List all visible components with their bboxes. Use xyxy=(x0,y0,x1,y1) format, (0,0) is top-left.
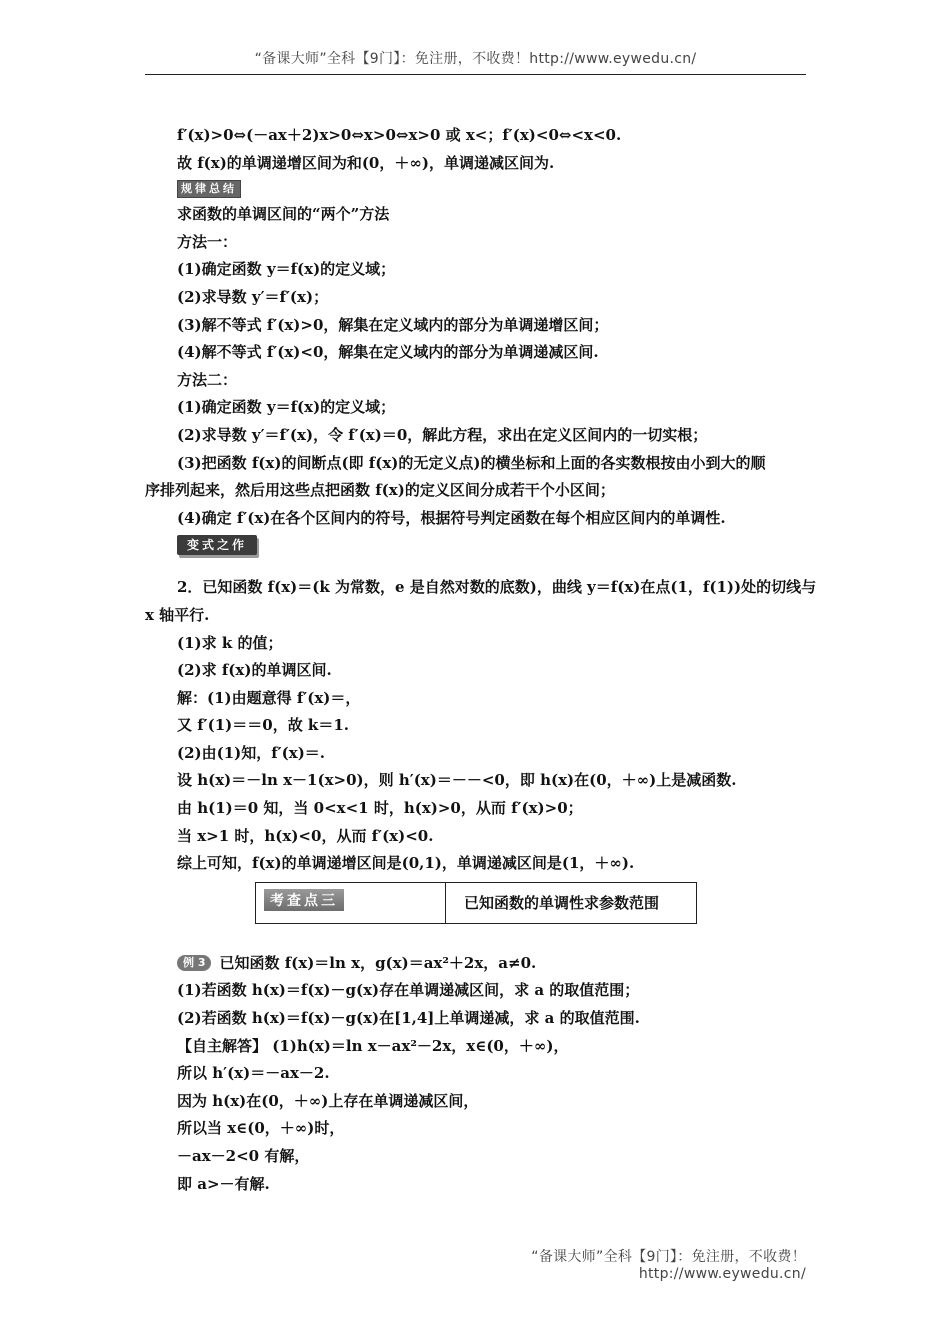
exam-point-title: 已知函数的单调性求参数范围 xyxy=(464,894,660,913)
exam-point-badge-cell xyxy=(256,883,446,923)
text-line: 方法一： xyxy=(177,232,238,251)
solution-line: 因为 h(x)在(0，＋∞)上存在单调递减区间， xyxy=(177,1091,479,1110)
solution-line: －ax－2<0 有解， xyxy=(177,1147,310,1165)
example-question-text: 已知函数 f(x)＝ln x，g(x)＝ax²＋2x，a≠0. xyxy=(219,953,537,972)
question-line: 2．已知函数 f(x)＝(k 为常数，e 是自然对数的底数)，曲线 y＝f(x)在点(1，f(1))处的切线与 xyxy=(177,578,817,597)
variant-badge-wrap xyxy=(177,534,807,560)
question-line: (1)若函数 h(x)＝f(x)－g(x)存在单调递减区间，求 a 的取值范围； xyxy=(177,981,640,1000)
text-line: 方法二： xyxy=(177,370,238,389)
solution-line: 综上可知，f(x)的单调递增区间是(0,1)，单调递减区间是(1，＋∞). xyxy=(177,854,635,873)
text-line: (1)确定函数 y＝f(x)的定义域； xyxy=(177,260,396,279)
example-badge: 例 3 xyxy=(177,955,211,971)
solution-line: 设 h(x)＝－ln x－1(x>0)，则 h′(x)＝－－<0，即 h(x)在(0，＋∞)上是减函数. xyxy=(177,771,737,790)
text-line: f′(x)>0⇔(－ax＋2)x>0⇔x>0⇔x>0 或 x<；f′(x)<0⇔<x<0. xyxy=(177,126,622,144)
question-line: (2)求 f(x)的单调区间. xyxy=(177,661,332,680)
page-header: “备课大师”全科【9门】：免注册，不收费！http://www.eywedu.cn/ xyxy=(145,48,806,75)
question-line: (2)若函数 h(x)＝f(x)－g(x)在[1,4]上单调递减，求 a 的取值范围. xyxy=(177,1009,640,1028)
page-footer: “备课大师”全科【9门】：免注册，不收费！http://www.eywedu.cn/ xyxy=(531,1249,806,1282)
exam-point-badge: 考查点三 xyxy=(264,889,344,911)
example-section xyxy=(145,950,807,1198)
solution-line: 当 x>1 时，h(x)<0，从而 f′(x)<0. xyxy=(177,826,434,845)
solution-line: 所以 h′(x)＝－ax－2. xyxy=(177,1064,330,1083)
text-line: (4)解不等式 f′(x)<0，解集在定义域内的部分为单调递减区间. xyxy=(177,343,599,362)
variant-badge: 变式之作 xyxy=(177,535,257,555)
text-line: (2)求导数 y′＝f′(x)，令 f′(x)＝0，解此方程，求出在定义区间内的一切实根； xyxy=(177,425,708,444)
section-title: 求函数的单调区间的“两个”方法 xyxy=(177,205,390,224)
exam-point-box xyxy=(255,882,697,924)
solution-line: 【自主解答】 (1)h(x)＝ln x－ax²－2x，x∈(0，＋∞)， xyxy=(177,1036,569,1055)
solution-line: 即 a>－有解. xyxy=(177,1174,270,1193)
text-line: (1)确定函数 y＝f(x)的定义域； xyxy=(177,398,396,417)
rule-summary-badge: 规律总结 xyxy=(177,180,241,198)
solution-line: (2)由(1)知，f′(x)＝. xyxy=(177,743,326,762)
text-line: (2)求导数 y′＝f′(x)； xyxy=(177,287,329,306)
text-line: (3)解不等式 f′(x)>0，解集在定义域内的部分为单调递增区间； xyxy=(177,315,609,334)
text-line: 序排列起来，然后用这些点把函数 f(x)的定义区间分成若干个小区间； xyxy=(145,481,615,500)
text-line: (3)把函数 f(x)的间断点(即 f(x)的无定义点)的横坐标和上面的各实数根按由小到大的顺 xyxy=(177,453,766,472)
solution-line: 解：(1)由题意得 f′(x)＝， xyxy=(177,688,361,707)
rule-summary-section xyxy=(145,177,807,532)
question-line: (1)求 k 的值； xyxy=(177,633,283,652)
solution-line: 所以当 x∈(0，＋∞)时， xyxy=(177,1119,345,1138)
text-line: 故 f(x)的单调递增区间为和(0，＋∞)，单调递减区间为. xyxy=(177,153,555,172)
variant-section xyxy=(145,574,817,878)
text-line: (4)确定 f′(x)在各个区间内的符号，根据符号判定函数在每个相应区间内的单调性. xyxy=(177,508,726,527)
solution-line: 又 f′(1)＝＝0，故 k＝1. xyxy=(177,716,349,735)
question-line: x 轴平行. xyxy=(145,605,210,624)
solution-line: 由 h(1)＝0 知，当 0<x<1 时，h(x)>0，从而 f′(x)>0； xyxy=(177,799,583,818)
page-content xyxy=(145,122,817,1198)
example-question xyxy=(145,950,807,978)
